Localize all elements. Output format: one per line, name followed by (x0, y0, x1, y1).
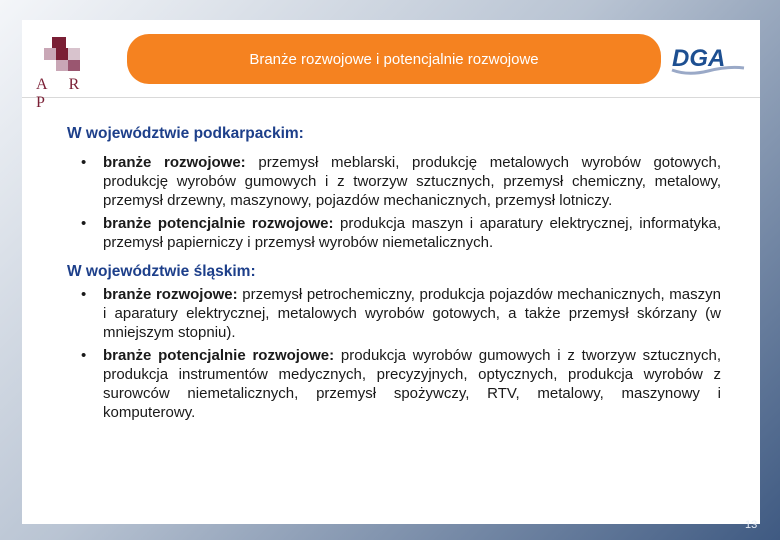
list-item (103, 153, 721, 210)
item-text: produkcja maszyn i aparatury elektrycznej, informatyka, przemysł papierniczy i przemysł wyrobów niemetalicznych. (103, 215, 721, 251)
bullet-list (67, 285, 721, 422)
content (67, 124, 721, 426)
section-silesia (67, 262, 721, 422)
dga-logo-text: DGA (672, 45, 726, 72)
item-label: branże rozwojowe: (103, 154, 246, 171)
page-title: Branże rozwojowe i potencjalnie rozwojowe (249, 50, 539, 68)
item-label: branże potencjalnie rozwojowe: (103, 347, 335, 364)
dga-logo (668, 40, 746, 78)
bullet-list (67, 153, 721, 252)
item-text: przemysł meblarski, produkcję metalowych wyrobów gotowych, produkcję wyrobów gumowych i z tworzyw sztucznych, przemysł chemiczny, metalowy, przemysł drzewny, maszynowy, pojazdów mechanicznych, przemysł lotniczy. (103, 154, 721, 209)
section-title: W województwie podkarpackim: (67, 125, 304, 142)
list-item (103, 285, 721, 342)
item-text: przemysł petrochemiczny, produkcja pojazdów mechanicznych, maszyn i aparatury elektrycznej, metalowych wyrobów gotowych, a także przemysł skórzany (w mniejszym stopniu). (103, 286, 721, 341)
item-label: branże potencjalnie rozwojowe: (103, 215, 334, 232)
page-number: 13 (745, 519, 758, 531)
list-item (103, 346, 721, 422)
item-label: branże rozwojowe: (103, 286, 238, 303)
section-podkarpackie (67, 124, 721, 252)
section-title: W województwie śląskim: (67, 263, 256, 280)
item-text: produkcja wyrobów gumowych i z tworzyw sztucznych, produkcja instrumentów medycznych, precyzyjnych, optycznych, produkcja wyrobów z surowców niemetalicznych, przemysł spożywczy, RTV, metalowy, maszynowy i komputerowy. (103, 347, 721, 421)
header-divider (22, 97, 760, 98)
arp-logo-text: A R P (36, 76, 89, 111)
title-bar (127, 34, 661, 84)
list-item (103, 214, 721, 252)
